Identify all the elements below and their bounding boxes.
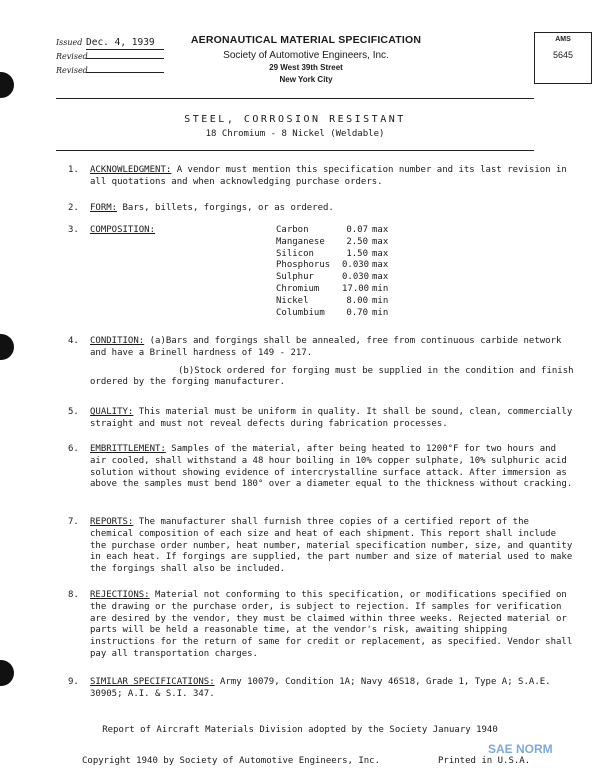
element-amount: 0.030 bbox=[342, 272, 370, 283]
composition-row bbox=[276, 237, 388, 249]
section-similar-specifications bbox=[68, 677, 574, 701]
section-heading: REJECTIONS: bbox=[90, 590, 150, 600]
issued-date: Dec. 4, 1939 bbox=[86, 37, 164, 50]
section-text: Material not conforming to this specification, or modifications specified on the drawing or the purchase order, is subject to rejection. If samples for verification are desired by the vendor, they must be claimed within three weeks. Rejected material or parts will be held a reasonable time, at the vendor's risk, awaiting shipping instructions for the return of same for credit or replacement, as specified. Vendor shall pay all transportation charges. bbox=[90, 590, 573, 659]
element-limit: min bbox=[372, 307, 389, 318]
address-line-1: 29 West 39th Street bbox=[269, 63, 343, 72]
section-reports bbox=[68, 517, 574, 576]
element-amount: 8.00 bbox=[346, 295, 368, 306]
spec-series-title: AERONAUTICAL MATERIAL SPECIFICATION bbox=[190, 34, 422, 46]
section-number: 6. bbox=[68, 444, 79, 454]
revised-label: Revised bbox=[56, 66, 88, 75]
revised-line bbox=[86, 72, 164, 73]
element-limit: min bbox=[372, 283, 389, 294]
element-limit: max bbox=[372, 260, 389, 271]
revised-line bbox=[86, 58, 164, 59]
issue-block bbox=[56, 36, 164, 78]
ams-number: 5645 bbox=[552, 50, 574, 60]
composition-table bbox=[276, 225, 388, 319]
punch-hole bbox=[0, 72, 14, 98]
element-limit: max bbox=[372, 248, 389, 259]
section-text: Samples of the material, after being heated to 1200°F for two hours and air cooled, shall withstand a 48 hour boiling in 10% copper sulphate, 10% sulphuric acid solution without showing evidence of intercrystalline surface attack. After immersion as above the samples must bend 180° over a diameter equal to the thickness without cracking. bbox=[90, 444, 573, 490]
element-name: Silicon bbox=[276, 248, 314, 259]
element-amount: 0.07 bbox=[346, 225, 368, 235]
section-acknowledgment bbox=[68, 165, 574, 189]
composition-row bbox=[276, 284, 388, 296]
composition-row bbox=[276, 272, 388, 284]
section-condition bbox=[68, 336, 574, 389]
ams-number-box bbox=[534, 32, 592, 84]
section-rejections bbox=[68, 590, 574, 661]
element-amount: 17.00 bbox=[342, 283, 370, 294]
punch-hole bbox=[0, 334, 14, 360]
element-amount: 2.50 bbox=[346, 236, 368, 247]
element-amount: 1.50 bbox=[346, 248, 368, 259]
section-heading: EMBRITTLEMENT: bbox=[90, 444, 166, 454]
watermark-logo: SAE NORM bbox=[488, 742, 553, 756]
section-number: 2. bbox=[68, 203, 79, 213]
punch-hole bbox=[0, 660, 14, 686]
element-limit: min bbox=[372, 295, 389, 306]
section-heading: QUALITY: bbox=[90, 407, 134, 417]
section-text: Bars, billets, forgings, or as ordered. bbox=[117, 203, 334, 213]
section-number: 1. bbox=[68, 165, 79, 175]
section-quality bbox=[68, 407, 574, 431]
divider bbox=[56, 150, 534, 151]
element-amount: 0.030 bbox=[342, 260, 370, 271]
element-amount: 0.70 bbox=[346, 307, 368, 318]
element-name: Sulphur bbox=[276, 272, 314, 283]
divider bbox=[56, 98, 534, 99]
section-text: The manufacturer shall furnish three copies of a certified report of the chemical composition of each size and heat of each shipment. This report shall include the purchase order number, heat number, material specification number, size, and quantity in each heat. If forgings are supplied, the part number and size of material used to make the forgings shall also be included. bbox=[90, 517, 573, 575]
element-limit: max bbox=[372, 225, 389, 235]
element-name: Manganese bbox=[276, 236, 325, 247]
element-name: Chromium bbox=[276, 283, 320, 294]
element-name: Nickel bbox=[276, 295, 309, 306]
element-limit: max bbox=[372, 236, 389, 247]
printed-notice: Printed in U.S.A. bbox=[438, 756, 531, 766]
document-subtitle: 18 Chromium - 8 Nickel (Weldable) bbox=[205, 129, 385, 139]
society-name: Society of Automotive Engineers, Inc. bbox=[223, 50, 389, 61]
element-name: Carbon bbox=[276, 225, 309, 235]
section-number: 9. bbox=[68, 677, 79, 687]
section-number: 8. bbox=[68, 590, 79, 600]
section-heading: COMPOSITION: bbox=[90, 225, 156, 235]
composition-row bbox=[276, 296, 388, 308]
section-heading: SIMILAR SPECIFICATIONS: bbox=[90, 677, 215, 687]
section-heading: ACKNOWLEDGMENT: bbox=[90, 165, 172, 175]
section-number: 4. bbox=[68, 336, 79, 346]
section-heading: FORM: bbox=[90, 203, 118, 213]
element-limit: max bbox=[372, 272, 389, 283]
adoption-note: Report of Aircraft Materials Division adopted by the Society January 1940 bbox=[102, 725, 498, 735]
document-title: STEEL, CORROSION RESISTANT bbox=[184, 114, 406, 125]
composition-row bbox=[276, 225, 388, 237]
element-name: Phosphorus bbox=[276, 260, 331, 271]
section-heading: REPORTS: bbox=[90, 517, 134, 527]
section-text: Army 10079, Condition 1A; Navy 46S18, Grade 1, Type A; S.A.E. 30905; A.I. & S.I. 347. bbox=[90, 677, 551, 699]
revised-label: Revised bbox=[56, 52, 88, 61]
element-name: Columbium bbox=[276, 307, 325, 318]
spec-header bbox=[56, 32, 600, 94]
section-heading: CONDITION: bbox=[90, 336, 145, 346]
ams-label: AMS bbox=[555, 36, 571, 43]
section-number: 3. bbox=[68, 225, 79, 235]
section-text-a: (a)Bars and forgings shall be annealed, free from continuous carbide network and have a Brinell hardness of 149 - 217. bbox=[90, 336, 562, 358]
section-number: 7. bbox=[68, 517, 79, 527]
section-form bbox=[68, 203, 574, 215]
section-text: A vendor must mention this specification number and its last revision in all quotations and when acknowledging purchase orders. bbox=[90, 165, 567, 187]
publisher-block bbox=[186, 34, 426, 85]
composition-row bbox=[276, 260, 388, 272]
section-text: This material must be uniform in quality. It shall be sound, clean, commercially straight and must not reveal defects during fabrication processes. bbox=[90, 407, 573, 429]
composition-row bbox=[276, 249, 388, 261]
copyright-notice: Copyright 1940 by Society of Automotive Engineers, Inc. bbox=[82, 756, 381, 766]
section-text-b: (b)Stock ordered for forging must be supplied in the condition and finish ordered by the forging manufacturer. bbox=[90, 365, 574, 388]
address-line-2: New York City bbox=[279, 75, 333, 84]
composition-row bbox=[276, 308, 388, 320]
section-number: 5. bbox=[68, 407, 79, 417]
section-embrittlement bbox=[68, 444, 574, 491]
issued-label: Issued bbox=[56, 38, 83, 47]
